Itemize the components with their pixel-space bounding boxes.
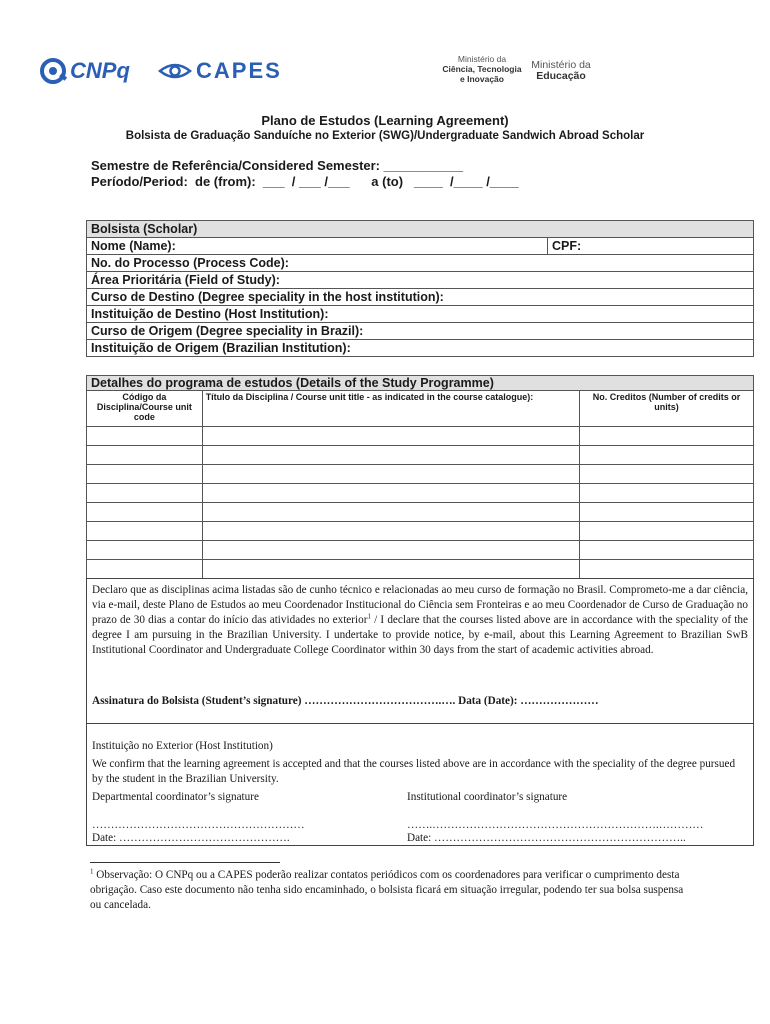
course-title-cell[interactable] [202, 446, 579, 465]
table-row [87, 560, 754, 579]
col-course-title: Título da Disciplina / Course unit title - as indicated in the course catalogue): [202, 391, 579, 427]
footnote-text: Observação: O CNPq ou a CAPES poderão realizar contatos periódicos com os coordenadores para verificar o cumprimento desta obrigação. Caso este documento não tenha sido encaminhado, o bolsista ficará em situação irregular, podendo ter sua bolsa suspensa ou cancelada. [90, 869, 684, 911]
cpf-field[interactable]: CPF: [548, 238, 754, 255]
header-logos [40, 50, 730, 100]
scholar-header: Bolsista (Scholar) [87, 221, 754, 238]
footnote-rule [90, 862, 280, 863]
mec-line: Ministério da [531, 59, 591, 71]
table-row [87, 427, 754, 446]
course-code-cell[interactable] [87, 503, 203, 522]
mcti-line: e Inovação [460, 74, 504, 84]
footnote-number: 1 [90, 867, 94, 876]
dept-signature-line[interactable]: ………………………………………………… [92, 819, 305, 831]
table-row [87, 503, 754, 522]
period-field[interactable]: Período/Period: de (from): ___ / ___ /___ a (to) ____ /____ /____ [91, 174, 519, 189]
section-divider [87, 723, 753, 724]
mec-line: Educação [536, 70, 586, 82]
host-title: Instituição no Exterior (Host Institution) [92, 740, 273, 752]
course-code-cell[interactable] [87, 560, 203, 579]
course-credits-cell[interactable] [579, 503, 753, 522]
course-code-cell[interactable] [87, 446, 203, 465]
table-row [87, 465, 754, 484]
mec-logo [526, 60, 596, 82]
document-subtitle: Bolsista de Graduação Sanduíche no Exterior (SWG)/Undergraduate Sandwich Abroad Scholar [125, 130, 645, 142]
course-code-cell[interactable] [87, 465, 203, 484]
capes-wordmark: CAPES [196, 58, 282, 83]
field-of-study-field[interactable]: Área Prioritária (Field of Study): [87, 272, 754, 289]
programme-table [86, 375, 754, 579]
course-title-cell[interactable] [202, 503, 579, 522]
origin-institution-field[interactable]: Instituição de Origem (Brazilian Institution): [87, 340, 754, 357]
host-institution-field[interactable]: Instituição de Destino (Host Institution): [87, 306, 754, 323]
host-section [92, 739, 748, 787]
programme-header: Detalhes do programa de estudos (Details of the Study Programme) [87, 376, 754, 391]
footnote-ref: 1 [367, 612, 371, 621]
course-credits-cell[interactable] [579, 427, 753, 446]
course-title-cell[interactable] [202, 465, 579, 484]
student-signature-line[interactable]: Assinatura do Bolsista (Student’s signature) ……………………………….…. Data (Date): ………………… [92, 695, 599, 707]
course-title-cell[interactable] [202, 427, 579, 446]
course-code-cell[interactable] [87, 484, 203, 503]
course-credits-cell[interactable] [579, 446, 753, 465]
name-field[interactable]: Nome (Name): [87, 238, 548, 255]
scholar-table [86, 220, 754, 357]
process-code-field[interactable]: No. do Processo (Process Code): [87, 255, 754, 272]
course-title-cell[interactable] [202, 484, 579, 503]
cnpq-wordmark: CNPq [70, 58, 130, 83]
course-title-cell[interactable] [202, 541, 579, 560]
declaration-box [86, 578, 754, 846]
mcti-line: Ciência, Tecnologia [442, 64, 522, 74]
course-credits-cell[interactable] [579, 465, 753, 484]
inst-coordinator-label: Institutional coordinator’s signature [407, 791, 568, 803]
declaration-text-b: / I declare that the courses listed above are in accordance with the speciality of the degree I am pursuing in the Brazilian University. I undertake to provide notice, by e-mail, about this Learning Agreement to Brazilian SwB Institutional Coordinator and Undergraduate College Coordinator within 30 days from the start of academic activities abroad. [92, 614, 748, 656]
course-code-cell[interactable] [87, 541, 203, 560]
course-credits-cell[interactable] [579, 541, 753, 560]
course-title-cell[interactable] [202, 522, 579, 541]
inst-signature-line[interactable]: …….…………………………………………………….………… [407, 819, 704, 831]
course-credits-cell[interactable] [579, 560, 753, 579]
host-confirm-text: We confirm that the learning agreement is accepted and that the courses listed above are in accordance with the speciality of the degree pursued by the student in the Brazilian University. [92, 758, 736, 785]
document-title: Plano de Estudos (Learning Agreement) [261, 113, 509, 128]
cnpq-logo [40, 58, 130, 84]
col-credits: No. Creditos (Number of credits or units) [579, 391, 753, 427]
programme-rows [87, 427, 754, 579]
dept-date-line[interactable]: Date: ………………………………………. [92, 832, 290, 844]
mcti-line: Ministério da [457, 54, 507, 64]
course-code-cell[interactable] [87, 522, 203, 541]
table-row [87, 541, 754, 560]
origin-degree-field[interactable]: Curso de Origem (Degree speciality in Brazil): [87, 323, 754, 340]
course-credits-cell[interactable] [579, 484, 753, 503]
table-row [87, 522, 754, 541]
semester-block [91, 158, 519, 190]
course-title-cell[interactable] [202, 560, 579, 579]
cnpq-emblem-icon [40, 58, 68, 84]
dept-coordinator-label: Departmental coordinator’s signature [92, 791, 259, 803]
table-row [87, 484, 754, 503]
inst-date-line[interactable]: Date: ………………………………………………………….. [407, 832, 686, 844]
semester-field[interactable]: Semestre de Referência/Considered Semester: ___________ [91, 158, 464, 173]
col-course-code: Código da Disciplina/Course unit code [87, 391, 203, 427]
course-code-cell[interactable] [87, 427, 203, 446]
footnote [90, 868, 690, 913]
mcti-logo [438, 54, 526, 84]
table-row [87, 446, 754, 465]
course-credits-cell[interactable] [579, 522, 753, 541]
host-degree-field[interactable]: Curso de Destino (Degree speciality in the host institution): [87, 289, 754, 306]
declaration-text [92, 583, 748, 658]
declaration-text-a: Declaro que as disciplinas acima listadas são de cunho técnico e relacionadas ao meu curso de formação no Brasil. Comprometo-me a dar ciência, via e-mail, deste Plano de Estudos ao meu Coordenador Institucional do Ciência sem Fronteiras e ao meu Coordenador de Curso de Graduação no prazo de 30 dias a contar do início das atividades no exterior [92, 584, 748, 626]
capes-eye-icon [158, 59, 192, 83]
capes-logo [158, 58, 282, 84]
